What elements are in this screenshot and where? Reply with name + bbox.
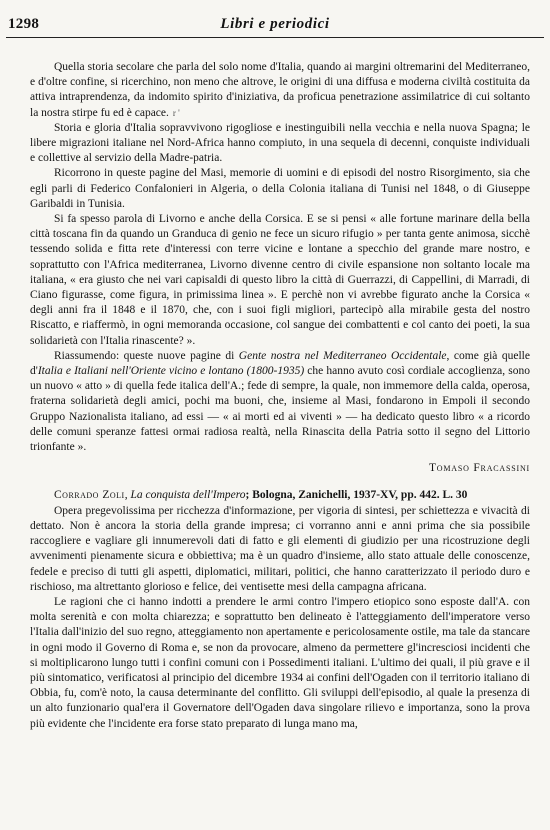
printing-mark: r ' — [172, 107, 180, 118]
review1-p5-text-a: Riassumendo: queste nuove pagine di — [54, 349, 239, 362]
review1-paragraph-1-text: Quella storia secolare che parla del solo nome d'Italia, quando ai margini oltremarini del Mediterraneo, e d'oltre confine, si ricerchino, non meno che altrove, le origini di una diffusa e moderna civiltà costituita da attiva intraprendenza, da indomito spirito d'iniziativa, da proficua penetrazione assimilatrice di cui soltanto la nostra stirpe fu ed è capace. — [30, 61, 530, 119]
review1-paragraph-2: Storia e gloria d'Italia sopravvivono rigogliose e inestinguibili nella vecchia e nella nuova Spagna; le libere migrazioni italiane nel Nord-Africa hanno compiuto, in una sequela di decenni, conquiste individuali e collettive al servizio della Madre-patria. — [30, 121, 530, 165]
book-title-gente-nostra: Gente nostra nel Mediterraneo Occidentale — [238, 349, 447, 362]
review1-paragraph-5 — [30, 349, 530, 455]
running-header — [0, 0, 550, 40]
review2-paragraph-2: Le ragioni che ci hanno indotti a prendere le armi contro l'impero etiopico sono esposte dall'A. con molta serenità e con molta chiarezza; e soprattutto ben delineato è l'atteggiamento dell'imperatore verso l'Italia dall'inizio del suo regno, atteggiamento non apertamente e pericolosamente ostile, ma tale da stancare in ogni modo il Governo di Roma e, se non da provocare, almeno da permettere gl'incresciosi incidenti che si moltiplicarono lungo tutti i confini comuni con i Possedimenti italiani. L'ultimo dei quali, il più grave e il più sintomatico, verificatosi al principio del dicembre 1934 ai confini dell'Ogaden con il territorio italiano di Obbia, fu, com'è noto, la causa determinante del conflitto. Gli sviluppi dell'episodio, al quale la presenza di un alto funzionario qual'era il Governatore dell'Ogaden dava singolare rilievo e importanza, sono la prova più evidente che l'incidente era forse stato preparato di lunga mano ma, — [30, 595, 530, 730]
review1-p5-text-c: che hanno avuto così cordiale accoglienza, sono un nuovo « atto » di quella fede italica dell'A.; fede di sempre, la quale, non immemore della calda, operosa, fraterna solidarietà degli amici, pochi ma buoni, che, insieme al Masi, fondarono in Empoli il secondo Gruppo Nazionalista italiano, ad essi — « ai morti ed ai viventi » — ha dedicato questo libro « a ricordo delle comuni speranze fattesi ormai radiosa realtà, nella Rinascita della Patria sotto il segno del Littorio trionfante ». — [30, 365, 530, 454]
book-imprint: ; Bologna, Zanichelli, 1937-XV, pp. 442. L. 30 — [245, 489, 468, 502]
review1-p5-text-b: , come già quelle d' — [30, 349, 530, 378]
review2-paragraph-1: Opera pregevolissima per ricchezza d'informazione, per vigoria di sintesi, per schiettezza e vivacità di dettato. Non è ancora la storia della grande impresa; ci vorranno anni e anni prima che sia possibile raccogliere e vagliare gli innumerevoli dati di fatto e gli elementi di giudizio per una ricostruzione degli avvenimenti pienamente sicura e obbiettiva; ma è un quadro d'insieme, allo stato attuale delle conoscenze, fedele e preciso di tutti gli aspetti, diplomatici, militari, politici, che hanno caratterizzato il periodo duro e rischioso, ma altrettanto glorioso e felice, dei ventisette mesi della campagna africana. — [30, 504, 530, 593]
section-gap — [30, 476, 530, 488]
page-number: 1298 — [8, 16, 40, 32]
bibliographic-entry: Corrado Zoli, La conquista dell'Impero; Bologna, Zanichelli, 1937-XV, pp. 442. L. 30 — [54, 489, 468, 502]
review1-paragraph-1 — [30, 60, 530, 121]
reviewer-signature: Tomaso Fracassini — [428, 462, 530, 475]
book-title: La conquista dell'Impero — [130, 489, 246, 502]
book-author: Corrado Zoli — [54, 489, 125, 502]
review1-paragraph-3: Ricorrono in queste pagine del Masi, memorie di uomini e di episodi del nostro Risorgimento, sia che egli parli di Federico Confalonieri in Algeria, o della Colonia italiana di Tunisi nel 1848, o di Giuseppe Garibaldi in Tunisia. — [30, 167, 530, 210]
review1-paragraph-4: Si fa spesso parola di Livorno e anche della Corsica. E se si pensi « alle fortune marinare della bella città toscana fin da quando un Granduca di genio ne fece un sicuro rifugio » per tanta gente animosa, sicchè tessendo solida e fitta rete d'interessi con terre vicine e lontane a specchio del grande mare nostro, e soprattutto con l'Africa mediterranea, Livorno divenne centro di civile espansione non soltanto locale ma italiana, « era giusto che nei vari capisaldi di questo libro la città di Guerrazzi, di Cappellini, di Marradi, di Ciano figurasse, come figura, in primissima linea ». E perchè non vi avrebbe figurato anche la Corsica « degli anni fra il 1848 e il 1870, che, con i suoi figli migliori, partecipò alla mirabile gesta del nostro Riscatto, e riaffermò, in ogni memoranda occasione, col sangue dei combattenti e col canto dei poeti, la sua solidarietà con l'Italia rinascente? ». — [30, 213, 530, 347]
header-rule — [6, 37, 544, 38]
running-title: Libri e periodici — [220, 16, 330, 32]
page-body — [30, 60, 530, 732]
book-title-italia-e-italiani: Italia e Italiani nell'Oriente vicino e lontano (1800-1935) — [37, 365, 305, 378]
